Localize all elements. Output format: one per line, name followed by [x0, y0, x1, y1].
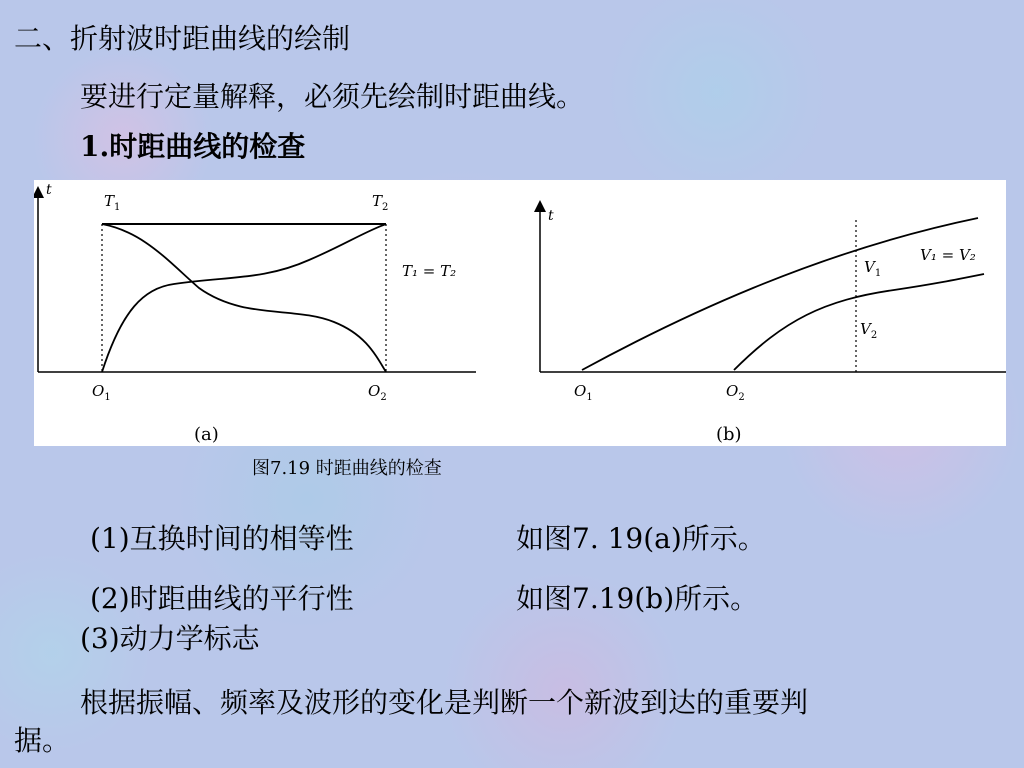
panel-a-t2-label: $T_2$ [372, 192, 389, 213]
panel-a-curve-from-o1 [102, 224, 386, 372]
panel-a-equation: T₁ = T₂ [402, 262, 457, 280]
panel-b-o1-label: $O_1$ [574, 382, 593, 403]
item-2-ref: 如图7.19(b)所示。 [516, 582, 759, 615]
intro-text: 要进行定量解释，必须先绘制时距曲线。 [80, 80, 585, 113]
figure-svg [34, 180, 1006, 446]
panel-a-o1-label: $O_1$ [92, 382, 111, 403]
figure-caption: 图7.19 时距曲线的检查 [252, 458, 442, 479]
panel-b-line-v2 [734, 274, 984, 370]
figure-diagram [34, 180, 1006, 446]
panel-a-t1-label: $T_1$ [104, 192, 121, 213]
panel-a-caption: (a) [194, 424, 219, 445]
panel-b [540, 206, 1006, 445]
panel-a [38, 182, 476, 445]
section-heading: 二、折射波时距曲线的绘制 [14, 22, 351, 55]
panel-b-equation: V₁ = V₂ [920, 246, 976, 264]
panel-a-curve-from-o2 [102, 224, 386, 372]
panel-b-v1-label: $V_1$ [864, 258, 882, 279]
panel-b-t-label: t [548, 208, 554, 224]
panel-a-o2-label: $O_2$ [368, 382, 387, 403]
paragraph-line-1: 根据振幅、频率及波形的变化是判断一个新波到达的重要判 [80, 686, 809, 719]
item-3-label: (3)动力学标志 [80, 622, 260, 655]
panel-b-v2-label: $V_2$ [860, 320, 878, 341]
item-2-label: (2)时距曲线的平行性 [90, 582, 354, 615]
item-1-label: (1)互换时间的相等性 [90, 522, 354, 555]
panel-b-caption: (b) [716, 424, 742, 445]
panel-b-line-v1 [582, 218, 978, 370]
panel-b-o2-label: $O_2$ [726, 382, 745, 403]
subheading: 1.时距曲线的检查 [80, 130, 306, 163]
paragraph-line-2: 据。 [14, 724, 71, 757]
panel-a-t-label: t [46, 182, 52, 198]
item-1-ref: 如图7. 19(a)所示。 [516, 522, 766, 555]
